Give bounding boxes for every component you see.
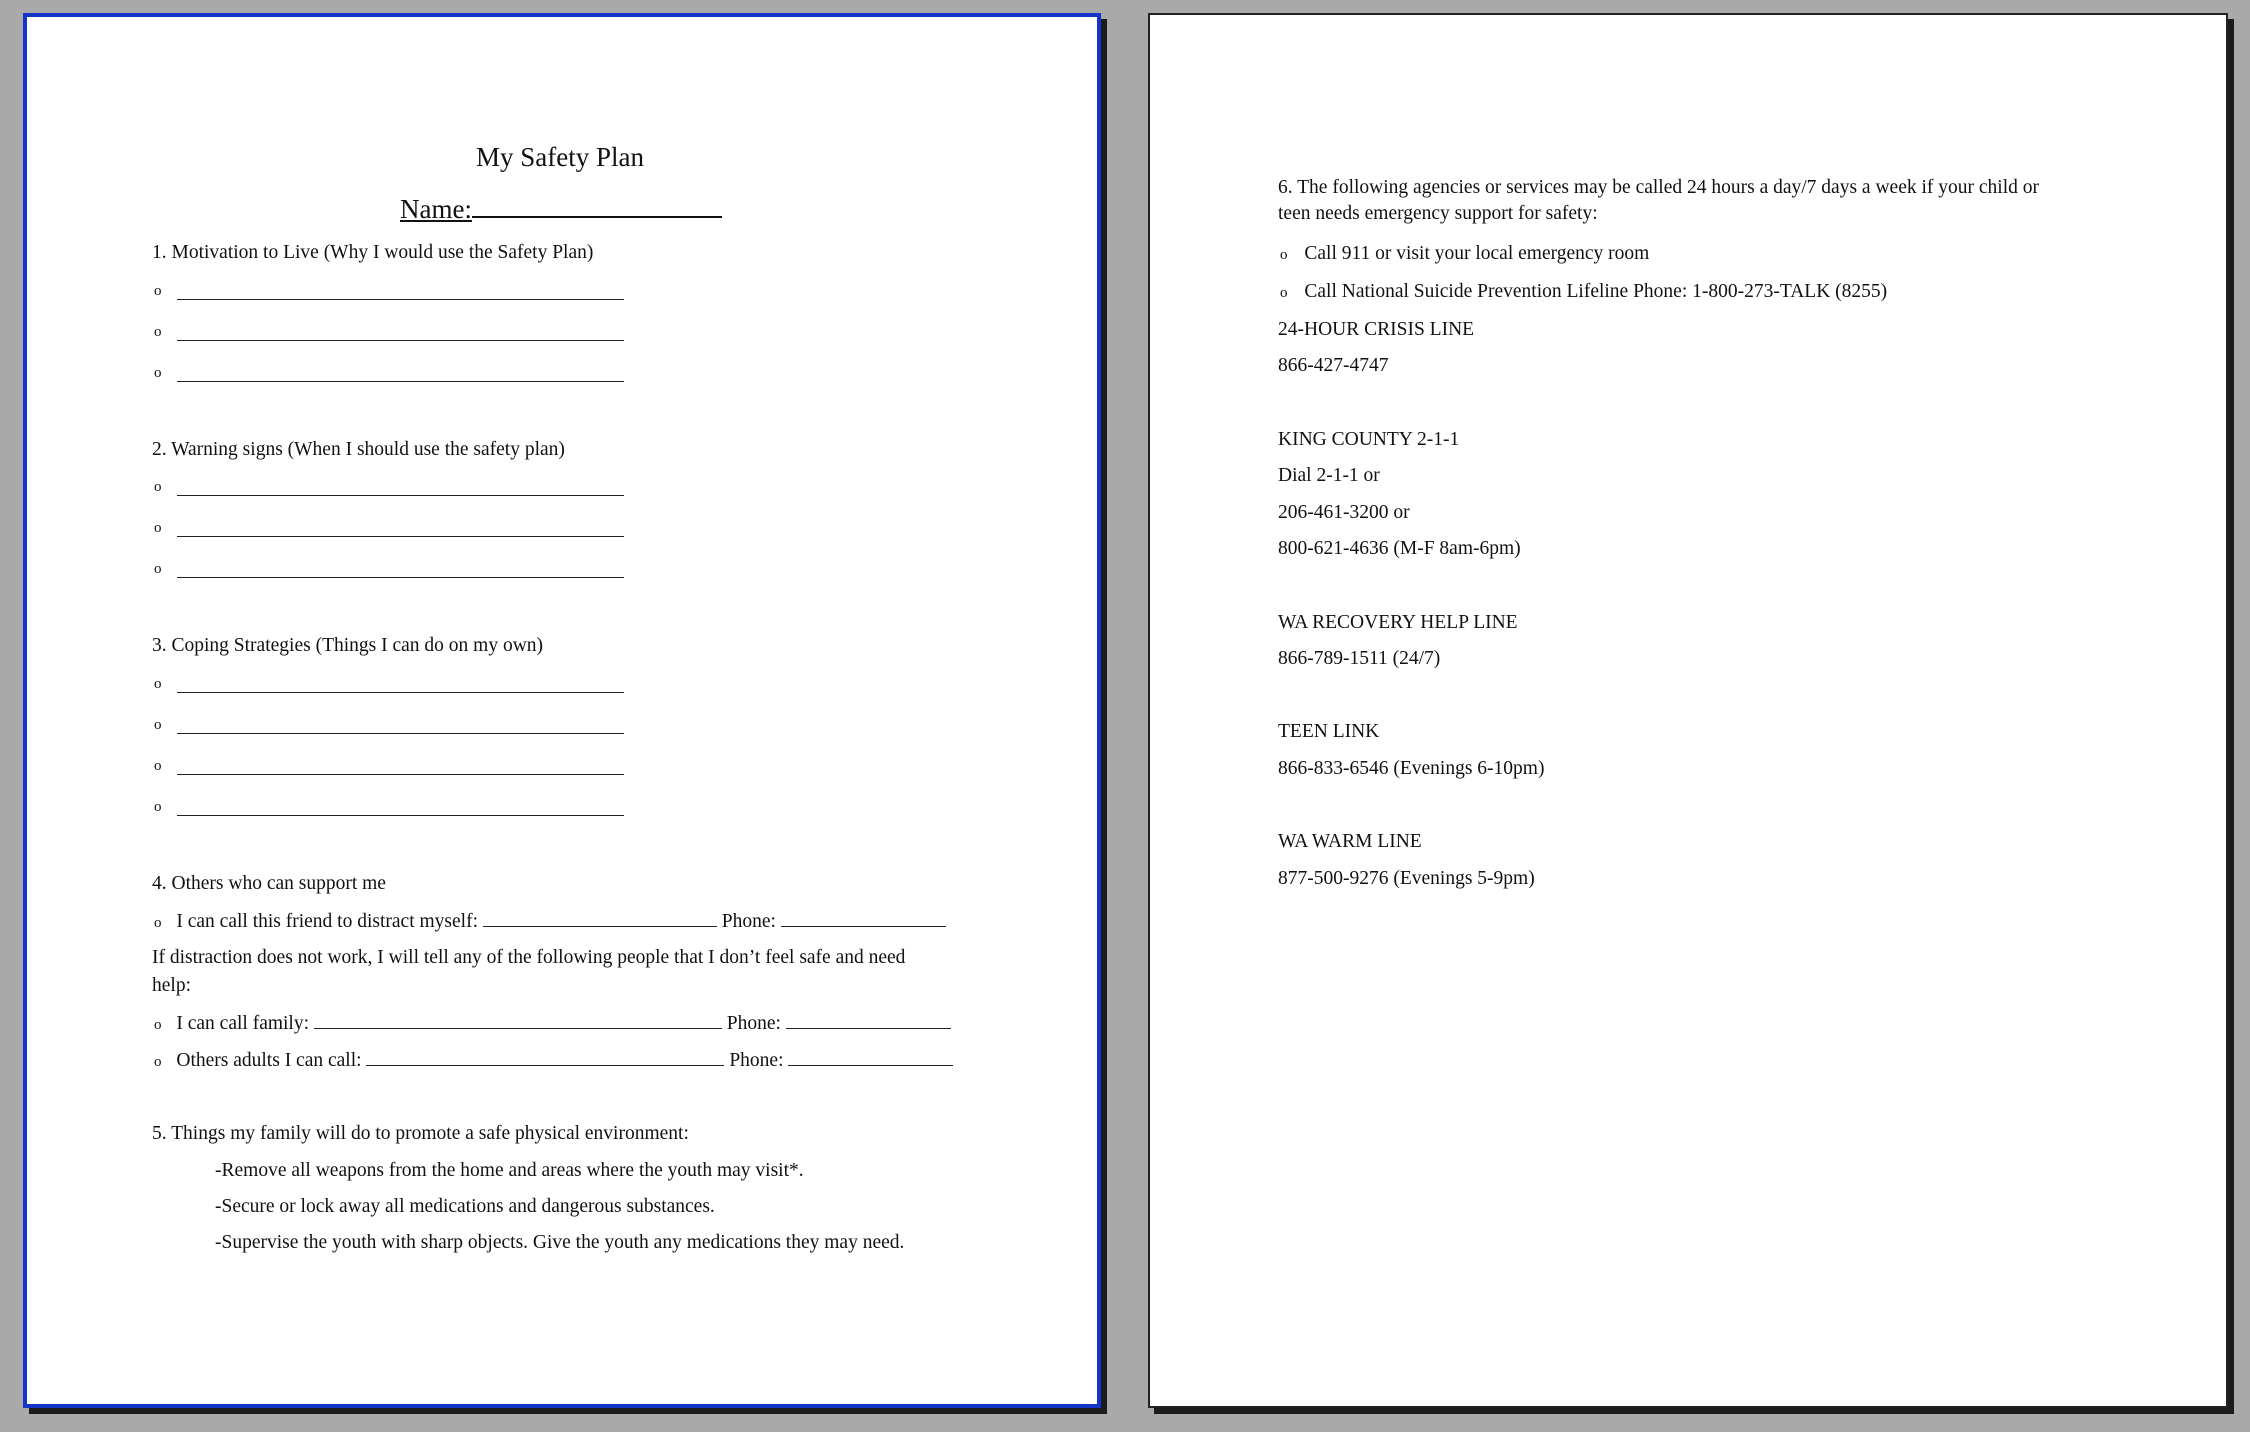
page-title: My Safety Plan xyxy=(476,142,644,172)
section-6-line-2: teen needs emergency support for safety: xyxy=(1278,203,1598,224)
crisis-line-name: 24-HOUR CRISIS LINE xyxy=(1278,319,1475,340)
recovery-line-name: WA RECOVERY HELP LINE xyxy=(1278,612,1518,633)
teen-link-phone: 866-833-6546 (Evenings 6-10pm) xyxy=(1278,758,1545,779)
warm-line-name: WA WARM LINE xyxy=(1278,831,1422,852)
motivation-blank-2[interactable] xyxy=(177,340,624,341)
family-name-blank[interactable] xyxy=(314,1010,722,1029)
page-1[interactable] xyxy=(23,13,1101,1408)
warm-line-phone: 877-500-9276 (Evenings 5-9pm) xyxy=(1278,868,1535,889)
king-county-name: KING COUNTY 2-1-1 xyxy=(1278,429,1460,450)
warning-blank-2[interactable] xyxy=(177,536,624,537)
section-6-line-1: 6. The following agencies or services may be called 24 hours a day/7 days a week if your child or xyxy=(1278,177,2039,198)
motivation-blank-1[interactable] xyxy=(177,299,624,300)
motivation-blank-3[interactable] xyxy=(177,381,624,382)
crisis-line-phone: 866-427-4747 xyxy=(1278,355,1389,376)
adults-label: Others adults I can call: xyxy=(176,1050,362,1071)
family-label: I can call family: xyxy=(176,1013,310,1034)
family-phone-blank[interactable] xyxy=(786,1010,951,1029)
friend-label: I can call this friend to distract myself: xyxy=(176,911,478,932)
env-item-1: -Remove all weapons from the home and areas where the youth may visit*. xyxy=(215,1160,804,1181)
adults-row xyxy=(154,1047,953,1075)
bullet-icon: o xyxy=(154,1017,162,1033)
distraction-text-line-2: help: xyxy=(152,975,191,996)
section-3-heading: 3. Coping Strategies (Things I can do on my own) xyxy=(152,635,544,656)
bullet-icon: o xyxy=(154,717,162,733)
bullet-icon: o xyxy=(154,365,162,381)
call-lifeline-row xyxy=(1280,279,1887,306)
name-field[interactable] xyxy=(400,192,722,225)
name-blank-line[interactable] xyxy=(472,192,722,218)
adults-name-blank[interactable] xyxy=(366,1047,724,1066)
call-911-row xyxy=(1280,241,1649,268)
king-county-phone-1: 206-461-3200 or xyxy=(1278,502,1410,523)
friend-name-blank[interactable] xyxy=(483,908,717,927)
coping-blank-2[interactable] xyxy=(177,733,624,734)
teen-link-name: TEEN LINK xyxy=(1278,721,1380,742)
call-911-text: Call 911 or visit your local emergency room xyxy=(1304,243,1650,264)
king-county-dial: Dial 2-1-1 or xyxy=(1278,465,1380,486)
warning-blank-3[interactable] xyxy=(177,577,624,578)
section-4-heading: 4. Others who can support me xyxy=(152,873,386,894)
bullet-icon: o xyxy=(1280,247,1288,263)
phone-label: Phone: xyxy=(726,1013,781,1034)
bullet-icon: o xyxy=(154,1054,162,1070)
phone-label: Phone: xyxy=(729,1050,784,1071)
coping-blank-3[interactable] xyxy=(177,774,624,775)
call-lifeline-text: Call National Suicide Prevention Lifeline Phone: 1-800-273-TALK (8255) xyxy=(1304,281,1888,302)
adults-phone-blank[interactable] xyxy=(788,1047,953,1066)
name-label: Name: xyxy=(400,194,472,224)
bullet-icon: o xyxy=(154,915,162,931)
bullet-icon: o xyxy=(154,479,162,495)
bullet-icon: o xyxy=(154,561,162,577)
distraction-text-line-1: If distraction does not work, I will tell any of the following people that I don’t feel safe and need xyxy=(152,947,906,968)
king-county-phone-2: 800-621-4636 (M-F 8am-6pm) xyxy=(1278,538,1521,559)
bullet-icon: o xyxy=(154,758,162,774)
env-item-3: -Supervise the youth with sharp objects. Give the youth any medications they may need. xyxy=(215,1232,905,1253)
bullet-icon: o xyxy=(154,520,162,536)
phone-label: Phone: xyxy=(721,911,776,932)
section-1-heading: 1. Motivation to Live (Why I would use the Safety Plan) xyxy=(152,242,594,263)
coping-blank-1[interactable] xyxy=(177,692,624,693)
friend-phone-blank[interactable] xyxy=(781,908,946,927)
bullet-icon: o xyxy=(154,324,162,340)
env-item-2: -Secure or lock away all medications and dangerous substances. xyxy=(215,1196,715,1217)
friend-row xyxy=(154,908,946,936)
bullet-icon: o xyxy=(1280,285,1288,301)
section-5-heading: 5. Things my family will do to promote a safe physical environment: xyxy=(152,1123,689,1144)
family-row xyxy=(154,1010,951,1038)
page-2[interactable] xyxy=(1148,13,2228,1408)
bullet-icon: o xyxy=(154,799,162,815)
section-2-heading: 2. Warning signs (When I should use the safety plan) xyxy=(152,439,565,460)
bullet-icon: o xyxy=(154,283,162,299)
coping-blank-4[interactable] xyxy=(177,815,624,816)
warning-blank-1[interactable] xyxy=(177,495,624,496)
recovery-line-phone: 866-789-1511 (24/7) xyxy=(1278,648,1441,669)
bullet-icon: o xyxy=(154,676,162,692)
